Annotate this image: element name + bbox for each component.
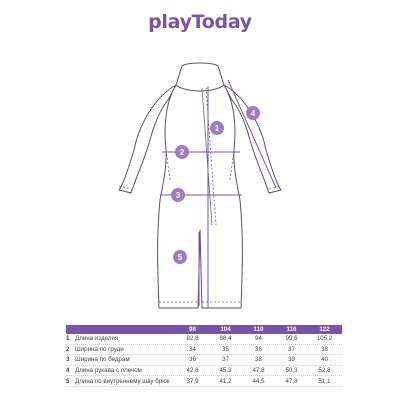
table-cell: 51,1 (318, 377, 331, 385)
table-row (66, 376, 342, 387)
size-column-header: 98 (189, 326, 196, 333)
table-cell: 37,9 (186, 377, 199, 385)
table-cell: 94 (255, 335, 262, 343)
table-cell: 45,3 (219, 367, 232, 375)
table-cell: 40 (321, 356, 328, 364)
size-column-header: 116 (286, 326, 297, 333)
marker-4-label: 4 (250, 109, 256, 118)
marker-2-label: 2 (179, 148, 185, 157)
table-cell: 38 (255, 356, 262, 364)
marker-1-label: 1 (214, 124, 220, 133)
row-label: Ширина по груди (75, 345, 124, 353)
table-cell: 36 (255, 345, 262, 353)
marker-3-label: 3 (175, 191, 181, 200)
jumpsuit-outline (119, 63, 281, 308)
size-column-header: 104 (220, 326, 231, 333)
table-cell: 41,2 (219, 377, 232, 385)
row-number: 5 (66, 377, 70, 385)
table-cell: 52,8 (318, 367, 331, 375)
table-row (66, 334, 342, 345)
row-number: 1 (66, 335, 70, 343)
table-cell: 50,3 (285, 367, 298, 375)
table-cell: 44,5 (252, 377, 265, 385)
row-label: Длина по внутреннему шву брюк (75, 377, 170, 385)
table-row (66, 345, 342, 356)
table-cell: 38 (321, 345, 328, 353)
marker-5-label: 5 (177, 253, 183, 262)
row-number: 4 (66, 367, 70, 375)
row-label: Ширина по бедрам (75, 356, 130, 364)
table-cell: 37 (222, 356, 229, 364)
table-cell: 35 (222, 345, 229, 353)
size-table (66, 325, 342, 387)
table-cell: 99,6 (285, 335, 298, 343)
table-cell: 34 (189, 345, 196, 353)
row-label: Длина изделия (75, 335, 119, 343)
brand-logo-text: playToday (148, 11, 252, 33)
table-cell: 37 (288, 345, 295, 353)
table-cell: 88,4 (219, 335, 232, 343)
table-cell: 36 (189, 356, 196, 364)
row-number: 3 (66, 356, 70, 364)
size-column-header: 122 (319, 326, 330, 333)
table-row (66, 366, 342, 377)
table-cell: 82,8 (186, 335, 199, 343)
table-cell: 42,8 (186, 367, 199, 375)
table-row (66, 355, 342, 366)
row-label: Длина рукава с плечом (75, 367, 142, 375)
table-cell: 39 (288, 356, 295, 364)
size-column-header: 110 (253, 326, 264, 333)
size-table-header (66, 325, 342, 334)
table-cell: 47,8 (252, 367, 265, 375)
table-cell: 47,8 (285, 377, 298, 385)
table-cell: 105,2 (316, 335, 333, 343)
row-number: 2 (66, 345, 70, 353)
